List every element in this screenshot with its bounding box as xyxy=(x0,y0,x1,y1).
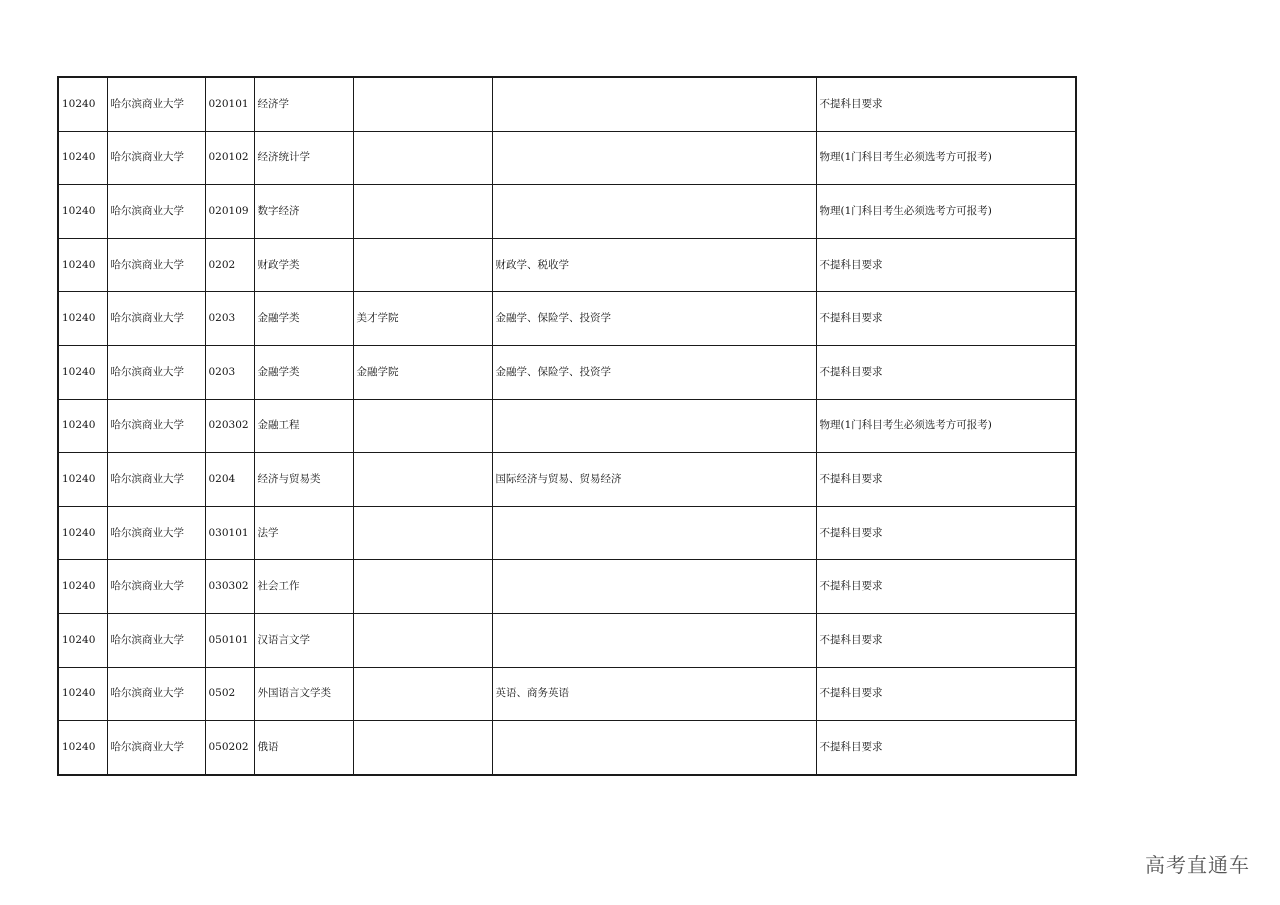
included-majors-cell xyxy=(492,560,816,614)
school-name-cell: 哈尔滨商业大学 xyxy=(107,506,205,560)
school-name-cell: 哈尔滨商业大学 xyxy=(107,185,205,239)
school-code-cell: 10240 xyxy=(58,613,107,667)
major-name-cell: 汉语言文学 xyxy=(254,613,353,667)
major-code-cell: 050202 xyxy=(205,721,254,775)
included-majors-cell xyxy=(492,185,816,239)
school-code-cell: 10240 xyxy=(58,77,107,131)
included-majors-cell: 国际经济与贸易、贸易经济 xyxy=(492,453,816,507)
major-name-cell: 金融学类 xyxy=(254,345,353,399)
major-name-cell: 经济统计学 xyxy=(254,131,353,185)
school-name-cell: 哈尔滨商业大学 xyxy=(107,238,205,292)
subject-requirement-cell: 物理(1门科目考生必须选考方可报考) xyxy=(816,399,1076,453)
major-code-cell: 0502 xyxy=(205,667,254,721)
table-row xyxy=(58,453,1076,507)
school-name-cell: 哈尔滨商业大学 xyxy=(107,667,205,721)
subject-requirement-cell: 不提科目要求 xyxy=(816,453,1076,507)
subject-requirement-cell: 不提科目要求 xyxy=(816,77,1076,131)
included-majors-cell xyxy=(492,613,816,667)
college-cell xyxy=(353,77,492,131)
major-code-cell: 020302 xyxy=(205,399,254,453)
included-majors-cell xyxy=(492,131,816,185)
major-name-cell: 社会工作 xyxy=(254,560,353,614)
table-body xyxy=(58,77,1076,775)
major-name-cell: 法学 xyxy=(254,506,353,560)
school-code-cell: 10240 xyxy=(58,453,107,507)
major-name-cell: 财政学类 xyxy=(254,238,353,292)
college-cell: 美才学院 xyxy=(353,292,492,346)
watermark-logo: 高考直通车 xyxy=(1145,853,1250,877)
major-code-cell: 020109 xyxy=(205,185,254,239)
school-name-cell: 哈尔滨商业大学 xyxy=(107,560,205,614)
table-row xyxy=(58,506,1076,560)
subject-requirement-cell: 不提科目要求 xyxy=(816,345,1076,399)
subject-requirement-cell: 物理(1门科目考生必须选考方可报考) xyxy=(816,185,1076,239)
subject-requirement-cell: 不提科目要求 xyxy=(816,667,1076,721)
school-code-cell: 10240 xyxy=(58,667,107,721)
college-cell xyxy=(353,453,492,507)
college-cell xyxy=(353,667,492,721)
table-row xyxy=(58,613,1076,667)
included-majors-cell: 金融学、保险学、投资学 xyxy=(492,292,816,346)
table-row xyxy=(58,292,1076,346)
school-code-cell: 10240 xyxy=(58,560,107,614)
major-code-cell: 0204 xyxy=(205,453,254,507)
major-code-cell: 020101 xyxy=(205,77,254,131)
major-code-cell: 030302 xyxy=(205,560,254,614)
included-majors-cell xyxy=(492,77,816,131)
major-code-cell: 020102 xyxy=(205,131,254,185)
subject-requirement-cell: 不提科目要求 xyxy=(816,560,1076,614)
subject-requirement-cell: 不提科目要求 xyxy=(816,506,1076,560)
subject-requirement-cell: 不提科目要求 xyxy=(816,613,1076,667)
major-name-cell: 经济学 xyxy=(254,77,353,131)
table-row xyxy=(58,345,1076,399)
included-majors-cell xyxy=(492,721,816,775)
included-majors-cell: 英语、商务英语 xyxy=(492,667,816,721)
included-majors-cell xyxy=(492,399,816,453)
school-name-cell: 哈尔滨商业大学 xyxy=(107,292,205,346)
college-cell xyxy=(353,238,492,292)
included-majors-cell xyxy=(492,506,816,560)
school-code-cell: 10240 xyxy=(58,238,107,292)
school-name-cell: 哈尔滨商业大学 xyxy=(107,453,205,507)
school-name-cell: 哈尔滨商业大学 xyxy=(107,345,205,399)
major-code-cell: 030101 xyxy=(205,506,254,560)
college-cell xyxy=(353,721,492,775)
table-row xyxy=(58,131,1076,185)
major-name-cell: 数字经济 xyxy=(254,185,353,239)
major-name-cell: 金融学类 xyxy=(254,292,353,346)
subject-requirement-cell: 物理(1门科目考生必须选考方可报考) xyxy=(816,131,1076,185)
school-code-cell: 10240 xyxy=(58,131,107,185)
subject-requirement-cell: 不提科目要求 xyxy=(816,721,1076,775)
included-majors-cell: 金融学、保险学、投资学 xyxy=(492,345,816,399)
major-name-cell: 外国语言文学类 xyxy=(254,667,353,721)
table-row xyxy=(58,399,1076,453)
major-name-cell: 俄语 xyxy=(254,721,353,775)
school-name-cell: 哈尔滨商业大学 xyxy=(107,77,205,131)
subject-requirement-cell: 不提科目要求 xyxy=(816,292,1076,346)
college-cell: 金融学院 xyxy=(353,345,492,399)
college-cell xyxy=(353,613,492,667)
major-requirements-table xyxy=(57,76,1077,776)
college-cell xyxy=(353,506,492,560)
subject-requirement-cell: 不提科目要求 xyxy=(816,238,1076,292)
school-code-cell: 10240 xyxy=(58,399,107,453)
college-cell xyxy=(353,185,492,239)
major-name-cell: 金融工程 xyxy=(254,399,353,453)
major-code-cell: 0203 xyxy=(205,292,254,346)
table-row xyxy=(58,667,1076,721)
major-name-cell: 经济与贸易类 xyxy=(254,453,353,507)
major-code-cell: 0202 xyxy=(205,238,254,292)
college-cell xyxy=(353,399,492,453)
school-code-cell: 10240 xyxy=(58,721,107,775)
major-code-cell: 0203 xyxy=(205,345,254,399)
school-name-cell: 哈尔滨商业大学 xyxy=(107,613,205,667)
school-name-cell: 哈尔滨商业大学 xyxy=(107,721,205,775)
school-code-cell: 10240 xyxy=(58,292,107,346)
major-code-cell: 050101 xyxy=(205,613,254,667)
school-code-cell: 10240 xyxy=(58,185,107,239)
college-cell xyxy=(353,131,492,185)
school-code-cell: 10240 xyxy=(58,345,107,399)
requirements-sheet xyxy=(57,76,1075,776)
table-row xyxy=(58,238,1076,292)
school-name-cell: 哈尔滨商业大学 xyxy=(107,131,205,185)
table-row xyxy=(58,185,1076,239)
table-row xyxy=(58,77,1076,131)
college-cell xyxy=(353,560,492,614)
included-majors-cell: 财政学、税收学 xyxy=(492,238,816,292)
table-row xyxy=(58,560,1076,614)
table-row xyxy=(58,721,1076,775)
school-name-cell: 哈尔滨商业大学 xyxy=(107,399,205,453)
school-code-cell: 10240 xyxy=(58,506,107,560)
